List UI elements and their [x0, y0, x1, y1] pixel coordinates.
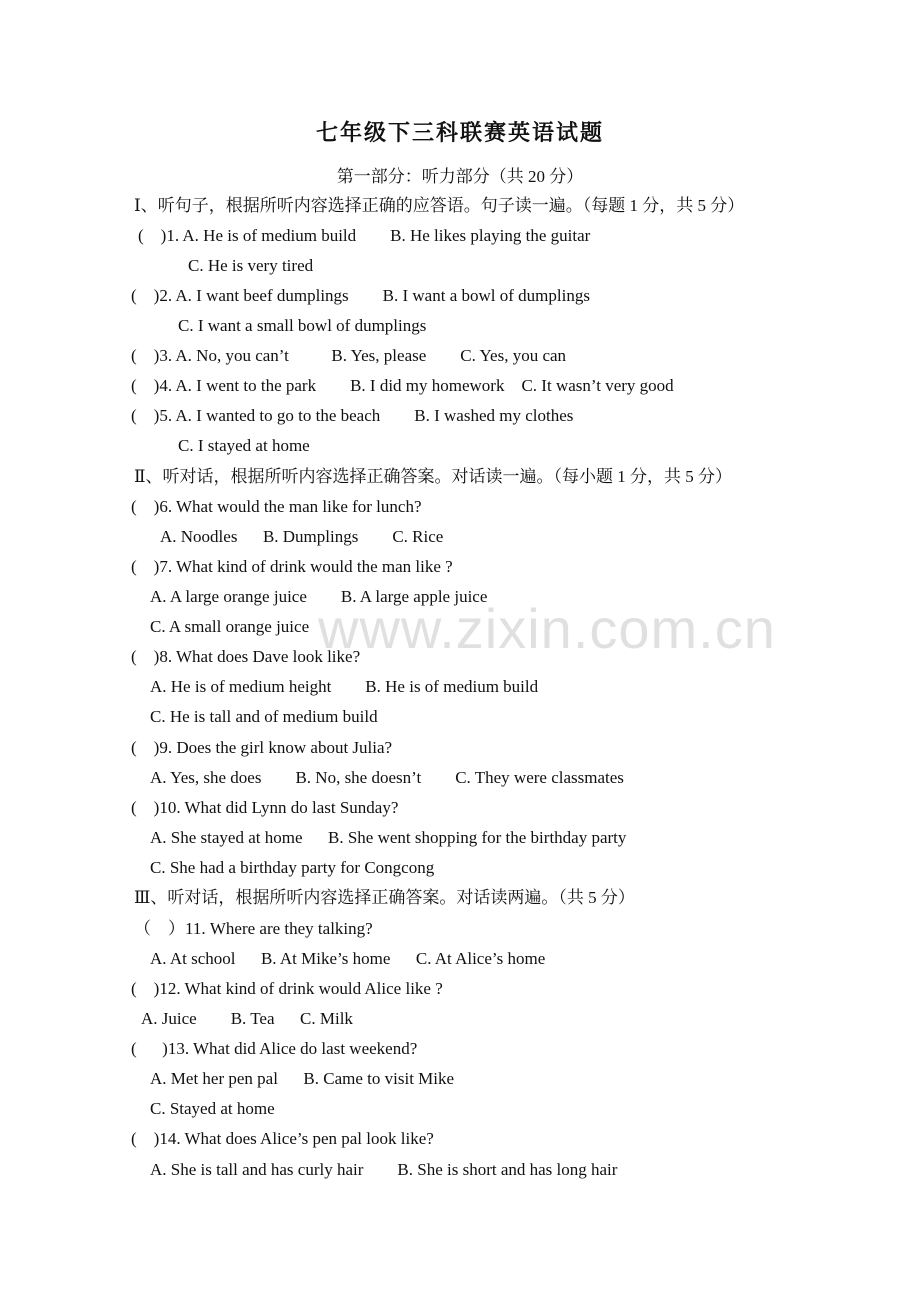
question-11-options: A. At school B. At Mike’s home C. At Alice’s home	[150, 949, 546, 968]
question-8: ( )8. What does Dave look like?	[131, 647, 361, 666]
page-title: 七年级下三科联赛英语试题	[315, 121, 604, 146]
question-13: ( )13. What did Alice do last weekend?	[131, 1039, 418, 1058]
question-14: ( )14. What does Alice’s pen pal look like?	[131, 1129, 434, 1148]
question-1: ( )1. A. He is of medium build B. He likes playing the guitar	[138, 226, 591, 245]
question-12: ( )12. What kind of drink would Alice like ?	[131, 979, 443, 998]
question-1-option-c: C. He is very tired	[188, 256, 314, 275]
question-10-options: A. She stayed at home B. She went shopping for the birthday party	[150, 828, 627, 847]
question-7: ( )7. What kind of drink would the man like ?	[131, 557, 453, 576]
question-9-options: A. Yes, she does B. No, she doesn’t C. They were classmates	[150, 768, 624, 787]
question-5-option-c: C. I stayed at home	[178, 436, 310, 455]
question-10: ( )10. What did Lynn do last Sunday?	[131, 798, 399, 817]
section-1-heading: Ⅰ、听句子，根据所听内容选择正确的应答语。句子读一遍。（每题 1 分，共 5 分）	[134, 196, 745, 215]
question-5: ( )5. A. I wanted to go to the beach B. I washed my clothes	[131, 406, 574, 425]
question-3: ( )3. A. No, you can’t B. Yes, please C. Yes, you can	[131, 346, 567, 365]
question-13-options: A. Met her pen pal B. Came to visit Mike	[150, 1069, 455, 1088]
question-2-option-c: C. I want a small bowl of dumplings	[178, 316, 427, 335]
question-8-options: A. He is of medium height B. He is of medium build	[150, 677, 539, 696]
question-7-options: A. A large orange juice B. A large apple juice	[150, 587, 488, 606]
question-7-option-c: C. A small orange juice	[150, 617, 310, 636]
question-9: ( )9. Does the girl know about Julia?	[131, 738, 393, 757]
question-6: ( )6. What would the man like for lunch?	[131, 497, 422, 516]
part-heading: 第一部分：听力部分（共 20 分）	[336, 167, 584, 186]
question-4: ( )4. A. I went to the park B. I did my homework C. It wasn’t very good	[131, 376, 674, 395]
question-11: （ ）11. Where are they talking?	[134, 919, 373, 938]
question-6-options: A. Noodles B. Dumplings C. Rice	[160, 527, 444, 546]
question-12-options: A. Juice B. Tea C. Milk	[141, 1009, 353, 1028]
question-13-option-c: C. Stayed at home	[150, 1099, 275, 1118]
question-14-options: A. She is tall and has curly hair B. She is short and has long hair	[150, 1160, 618, 1179]
question-8-option-c: C. He is tall and of medium build	[150, 707, 378, 726]
watermark: www.zixin.com.cn	[318, 597, 776, 660]
section-2-heading: Ⅱ、听对话，根据所听内容选择正确答案。对话读一遍。（每小题 1 分，共 5 分）	[134, 467, 733, 486]
question-10-option-c: C. She had a birthday party for Congcong	[150, 858, 435, 877]
section-3-heading: Ⅲ、听对话，根据所听内容选择正确答案。对话读两遍。（共 5 分）	[134, 888, 635, 907]
question-2: ( )2. A. I want beef dumplings B. I want a bowl of dumplings	[131, 286, 590, 305]
